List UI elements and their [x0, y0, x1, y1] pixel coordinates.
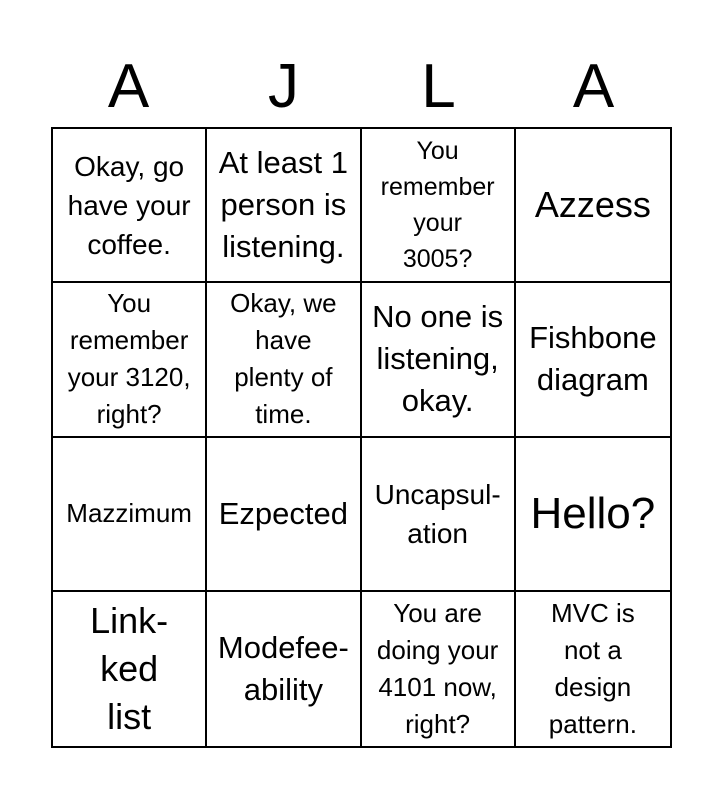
bingo-cell-r1c4[interactable] [516, 129, 670, 283]
cell-text-line: ked [100, 647, 159, 689]
cell-text-line: person is [220, 187, 347, 223]
bingo-cell-r4c2[interactable] [207, 592, 361, 746]
cell-text-line: You [416, 137, 459, 166]
cell-text-line: Modefee- [217, 629, 349, 665]
cell-text [529, 317, 657, 401]
cell-text-line: Uncapsul- [374, 478, 501, 510]
cell-text [377, 595, 498, 743]
header-letter-3: L [421, 52, 456, 121]
bingo-cell-r4c1[interactable] [53, 592, 207, 746]
cell-text-line: design [554, 671, 632, 702]
cell-text [90, 597, 168, 741]
cell-text-line: your 3120, [67, 362, 191, 393]
bingo-cell-r2c3[interactable] [362, 283, 516, 437]
bingo-board [51, 127, 672, 748]
cell-text-line: Fishbone [529, 320, 657, 356]
cell-text-line: right? [405, 708, 471, 739]
cell-text-line: listening, [376, 341, 499, 377]
cell-text-line: MVC is [550, 597, 635, 628]
bingo-header [51, 52, 671, 122]
bingo-cell-r3c3[interactable] [362, 438, 516, 592]
cell-text-line: remember [69, 325, 189, 356]
cell-text-line: At least 1 [218, 145, 348, 181]
cell-text-line: right? [96, 399, 162, 430]
cell-text [68, 285, 191, 433]
cell-text-line: Hello? [530, 488, 656, 538]
header-letter-1: A [107, 52, 150, 121]
cell-text-line: coffee. [87, 228, 171, 260]
cell-text [375, 475, 501, 553]
header-letter-4: A [572, 52, 615, 121]
cell-text-line: Azzess [534, 184, 651, 226]
cell-text-line: ability [243, 671, 323, 707]
cell-text [66, 495, 192, 532]
cell-text-line: Mazzimum [66, 498, 192, 529]
cell-text-line: pattern. [548, 708, 637, 739]
cell-text [68, 147, 191, 264]
cell-text-line: 4101 now, [378, 671, 497, 702]
bingo-cell-r2c4[interactable] [516, 283, 670, 437]
cell-text [230, 285, 336, 433]
cell-text-line: your [413, 209, 462, 238]
cell-text [381, 133, 495, 277]
cell-text-line: have your [67, 189, 191, 221]
cell-text-line: okay. [401, 383, 474, 419]
bingo-cell-r1c1[interactable] [53, 129, 207, 283]
bingo-cell-r2c2[interactable] [207, 283, 361, 437]
cell-text [372, 296, 503, 422]
cell-text-line: listening. [222, 229, 345, 265]
cell-text-line: not a [563, 634, 622, 665]
cell-text-line: diagram [536, 362, 649, 398]
cell-text-line: ation [407, 517, 468, 549]
cell-text [531, 487, 656, 541]
cell-text-line: Ezpected [218, 495, 348, 531]
cell-text [218, 627, 349, 711]
bingo-cell-r4c3[interactable] [362, 592, 516, 746]
header-letter-2: J [268, 52, 299, 121]
cell-text-line: You [107, 288, 152, 319]
bingo-cell-r1c2[interactable] [207, 129, 361, 283]
cell-text [535, 181, 651, 229]
cell-text [219, 142, 348, 268]
cell-text-line: doing your [376, 634, 499, 665]
cell-text-line: You are [393, 597, 482, 628]
bingo-cell-r3c4[interactable] [516, 438, 670, 592]
cell-text-line: Okay, go [74, 150, 185, 182]
cell-text-line: Okay, we [230, 288, 337, 319]
bingo-cell-r1c3[interactable] [362, 129, 516, 283]
cell-text-line: time. [255, 399, 312, 430]
cell-text [549, 595, 637, 743]
cell-text-line: list [107, 695, 152, 737]
cell-text-line: No one is [372, 299, 504, 335]
bingo-cell-r2c1[interactable] [53, 283, 207, 437]
cell-text-line: plenty of [234, 362, 333, 393]
bingo-cell-r3c2[interactable] [207, 438, 361, 592]
cell-text-line: 3005? [402, 245, 473, 274]
cell-text [219, 493, 348, 535]
cell-text-line: remember [380, 173, 495, 202]
cell-text-line: have [255, 325, 312, 356]
cell-text-line: Link- [90, 599, 169, 641]
bingo-cell-r3c1[interactable] [53, 438, 207, 592]
bingo-cell-r4c4[interactable] [516, 592, 670, 746]
